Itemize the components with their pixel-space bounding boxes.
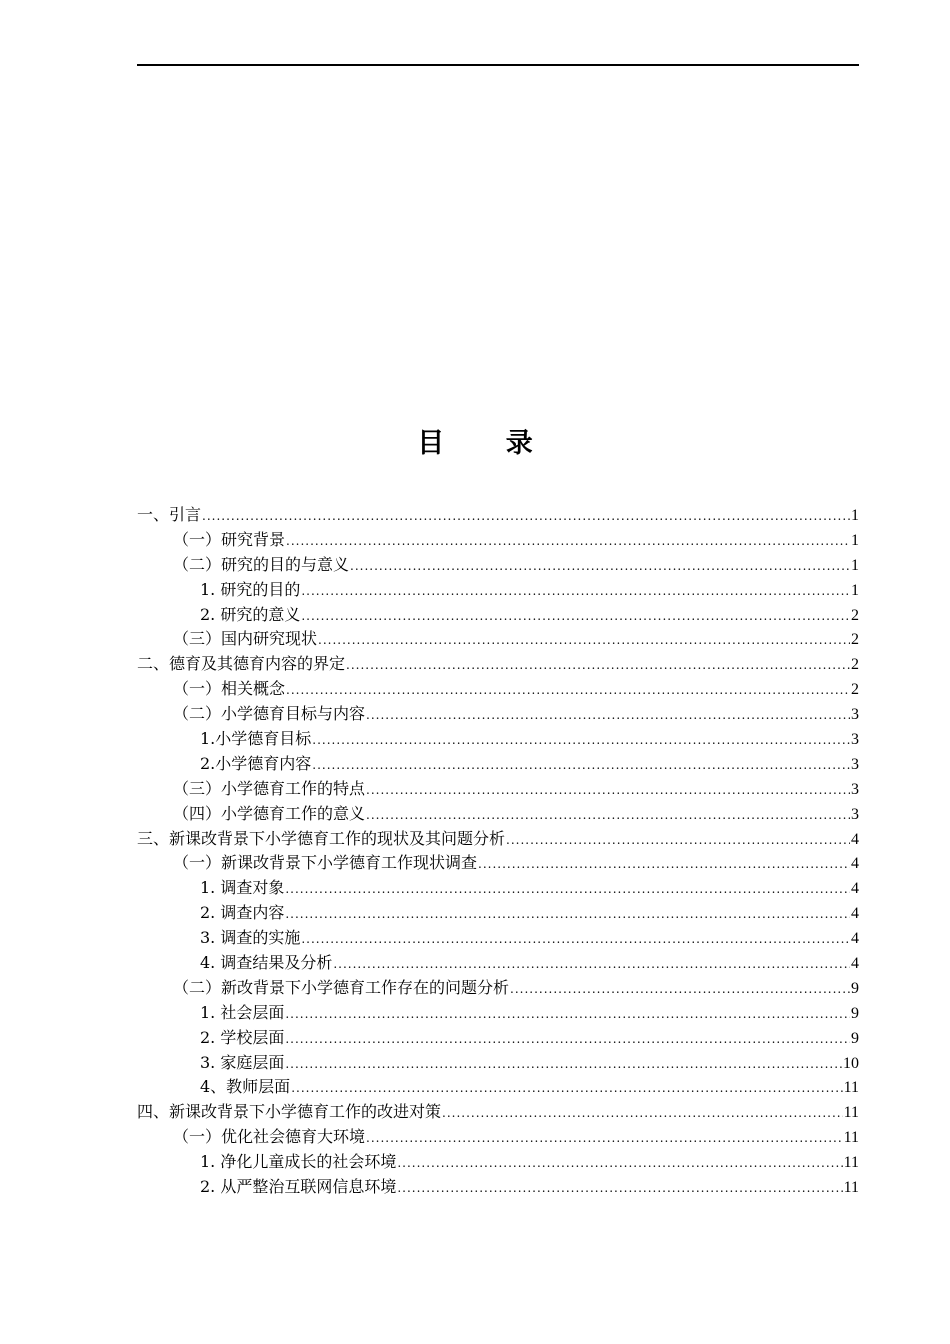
toc-dot-leader [366,703,850,727]
toc-dot-leader [301,927,850,951]
toc-dot-leader [506,828,850,852]
toc-entry-title: 2. 研究的意义 [200,604,301,624]
toc-entry[interactable] [137,1175,859,1200]
toc-dot-leader [366,778,850,802]
toc-dot-leader [286,678,850,702]
toc-dot-leader [285,1052,842,1076]
toc-page-number: 4 [851,955,859,973]
toc-page-number: 2 [851,606,859,624]
toc-page-number: 2 [851,656,859,674]
toc-entry[interactable] [137,926,859,951]
toc-entry-title: 4. 调查结果及分析 [200,953,333,973]
toc-dot-leader [333,952,850,976]
toc-page-number: 1 [851,531,859,549]
toc-dot-leader [366,803,850,827]
toc-entry[interactable] [137,827,859,852]
toc-entry[interactable] [137,777,859,802]
toc-entry[interactable] [137,727,859,752]
toc-dot-leader [312,728,850,752]
toc-dot-leader [291,1076,842,1100]
toc-entry[interactable] [137,1150,859,1175]
toc-page-number: 2 [851,681,859,699]
toc-entry[interactable] [137,802,859,827]
toc-dot-leader [202,504,850,528]
toc-dot-leader [442,1101,843,1125]
toc-dot-leader [301,579,850,603]
toc-page-number: 9 [851,1004,859,1022]
toc-entry-title: 二、德育及其德育内容的界定 [137,654,346,674]
toc-page-number: 10 [843,1054,859,1072]
toc-entry[interactable] [137,627,859,652]
toc-entry-title: 2. 学校层面 [200,1027,285,1047]
toc-page-number: 1 [851,507,859,524]
toc-entry[interactable] [137,503,859,528]
toc-dot-leader [285,1002,850,1026]
toc-dot-leader [286,529,850,553]
toc-entry[interactable] [137,1001,859,1026]
toc-page-number: 1 [851,556,859,574]
toc-entry[interactable] [137,951,859,976]
toc-entry[interactable] [137,752,859,777]
toc-entry-title: （四）小学德育工作的意义 [173,803,366,823]
toc-entry[interactable] [137,1100,859,1125]
table-of-contents [137,503,859,1200]
toc-dot-leader [285,877,850,901]
toc-page-number: 2 [851,631,859,649]
toc-dot-leader [350,554,850,578]
header-rule [137,64,859,66]
toc-dot-leader [285,902,850,926]
toc-dot-leader [312,753,850,777]
toc-entry[interactable] [137,553,859,578]
toc-entry-title: （一）相关概念 [173,679,286,699]
toc-entry-title: 1. 研究的目的 [200,579,301,599]
toc-entry-title: 2.小学德育内容 [200,753,312,773]
toc-page-number: 3 [851,755,859,773]
toc-entry-title: 3. 调查的实施 [200,928,301,948]
toc-entry-title: 4、教师层面 [200,1077,291,1097]
toc-entry-title: 1. 净化儿童成长的社会环境 [200,1152,397,1172]
toc-dot-leader [301,604,850,628]
toc-entry[interactable] [137,1125,859,1150]
toc-entry[interactable] [137,578,859,603]
toc-entry-title: （二）新改背景下小学德育工作存在的问题分析 [173,977,510,997]
toc-page-number: 3 [851,731,859,749]
toc-entry[interactable] [137,603,859,628]
toc-entry-title: （二）小学德育目标与内容 [173,704,366,724]
toc-entry[interactable] [137,976,859,1001]
toc-dot-leader [366,1126,843,1150]
toc-entry-title: 2. 从严整治互联网信息环境 [200,1177,397,1197]
toc-entry-title: （一）研究背景 [173,529,286,549]
toc-dot-leader [478,852,850,876]
toc-entry[interactable] [137,1051,859,1076]
toc-dot-leader [285,1027,850,1051]
toc-page-number: 9 [851,979,859,997]
toc-entry[interactable] [137,702,859,727]
toc-entry-title: 1. 社会层面 [200,1002,285,1022]
toc-entry[interactable] [137,677,859,702]
toc-page-number: 4 [851,880,859,898]
toc-entry-title: 四、新课改背景下小学德育工作的改进对策 [137,1102,442,1122]
toc-page-number: 11 [843,1179,859,1197]
toc-page-number: 3 [851,805,859,823]
toc-page-number: 4 [851,930,859,948]
toc-entry[interactable] [137,851,859,876]
toc-entry-title: （三）小学德育工作的特点 [173,778,366,798]
toc-dot-leader [318,628,850,652]
toc-entry-title: （一）新课改背景下小学德育工作现状调查 [173,853,478,873]
toc-entry-title: （二）研究的目的与意义 [173,554,350,574]
toc-entry-title: 一、引言 [137,505,202,524]
toc-entry-title: 1. 调查对象 [200,878,285,898]
toc-entry[interactable] [137,1075,859,1100]
toc-entry[interactable] [137,876,859,901]
toc-page-number: 9 [851,1029,859,1047]
toc-page-number: 4 [851,830,859,848]
toc-title: 目 录 [417,428,559,459]
toc-entry[interactable] [137,528,859,553]
toc-entry-title: 2. 调查内容 [200,903,285,923]
toc-page-number: 11 [843,1129,859,1147]
toc-dot-leader [346,653,850,677]
toc-entry[interactable] [137,652,859,677]
toc-entry[interactable] [137,901,859,926]
toc-page-number: 3 [851,706,859,724]
toc-dot-leader [510,977,850,1001]
toc-page-number: 4 [851,905,859,923]
toc-entry-title: （三）国内研究现状 [173,629,318,649]
toc-entry-title: 3. 家庭层面 [200,1052,285,1072]
toc-entry-title: 三、新课改背景下小学德育工作的现状及其问题分析 [137,828,506,848]
toc-page-number: 11 [843,1154,859,1172]
toc-dot-leader [397,1151,842,1175]
toc-entry-title: 1.小学德育目标 [200,729,312,749]
toc-page-number: 4 [851,855,859,873]
toc-page-number: 11 [843,1079,859,1097]
toc-entry-title: （一）优化社会德育大环境 [173,1127,366,1147]
toc-dot-leader [397,1176,842,1200]
toc-page-number: 11 [843,1104,859,1122]
toc-entry[interactable] [137,1026,859,1051]
toc-page-number: 1 [851,581,859,599]
toc-page-number: 3 [851,780,859,798]
